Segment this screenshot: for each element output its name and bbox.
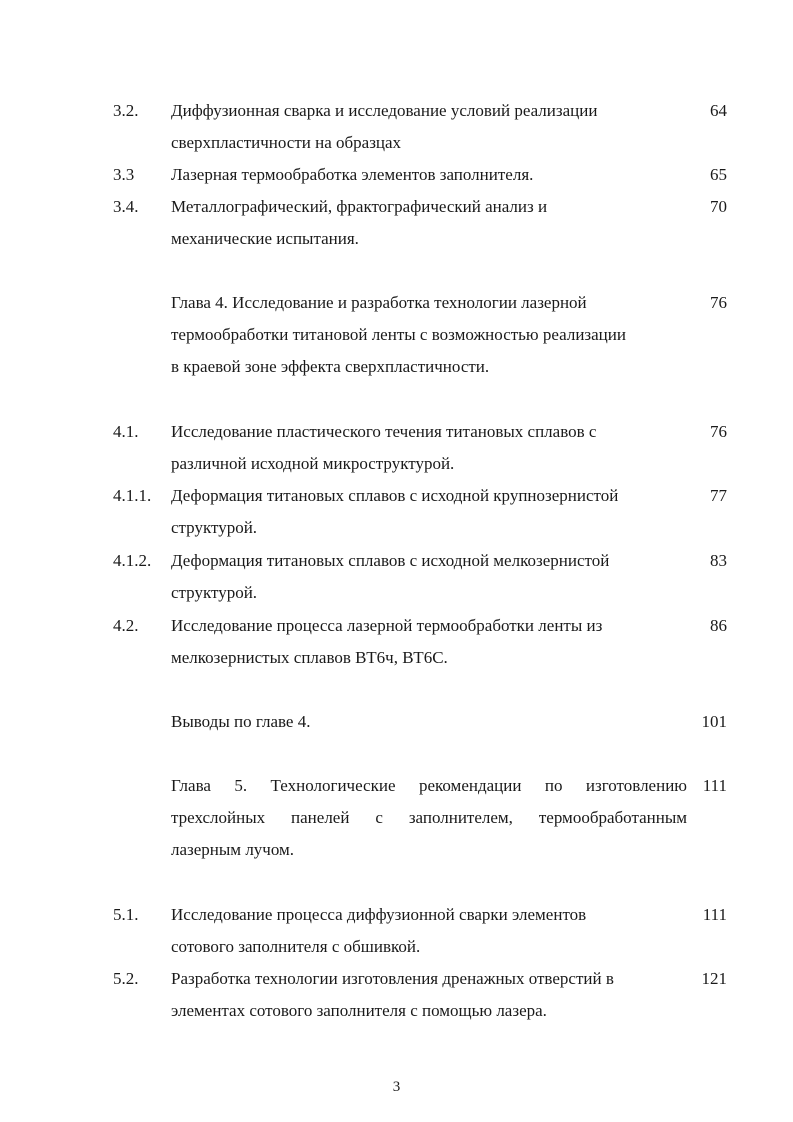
- title-line: Металлографический, фрактографический анализ и: [171, 197, 548, 216]
- page-ref: 121: [701, 969, 727, 988]
- title-line: термообработки титановой ленты с возможностью реализации: [171, 325, 626, 344]
- section-number: 4.2.: [113, 616, 139, 635]
- title-line: мелкозернистых сплавов ВТ6ч, ВТ6С.: [171, 648, 448, 667]
- page-number: 3: [392, 1079, 401, 1095]
- page-ref: 83: [710, 551, 727, 570]
- title-line: Лазерная термообработка элементов заполнителя.: [171, 165, 534, 184]
- section-title: [171, 159, 687, 191]
- title-line: механические испытания.: [171, 229, 359, 248]
- title-line: Выводы по главе 4.: [171, 712, 311, 731]
- title-line: Разработка технологии изготовления дренажных отверстий в: [171, 969, 614, 988]
- section-number: 5.2.: [113, 969, 139, 988]
- section-title: [171, 899, 687, 963]
- conclusions-title: [171, 706, 687, 738]
- title-line: лазерным лучом.: [171, 840, 295, 859]
- section-number: 3.2.: [113, 101, 139, 120]
- section-number: 5.1.: [113, 905, 139, 924]
- page-ref: 65: [710, 165, 727, 184]
- page-ref: 70: [710, 197, 727, 216]
- title-line: Исследование пластического течения титановых сплавов с: [171, 422, 597, 441]
- page-ref: 64: [710, 101, 727, 120]
- title-line: Глава 4. Исследование и разработка технологии лазерной: [171, 293, 587, 312]
- section-title: [171, 610, 687, 674]
- title-line: Деформация титановых сплавов с исходной мелкозернистой: [171, 551, 610, 570]
- title-line: Диффузионная сварка и исследование условий реализации: [171, 101, 598, 120]
- title-line: Исследование процесса диффузионной сварки элементов: [171, 905, 587, 924]
- page-ref: 111: [702, 905, 727, 924]
- section-title: [171, 480, 687, 544]
- chapter-title: [171, 770, 687, 866]
- page-ref: 111: [702, 776, 727, 795]
- title-line: структурой.: [171, 583, 258, 602]
- title-line: трехслойных панелей с заполнителем, термообработанным: [171, 808, 687, 827]
- section-number: 4.1.1.: [113, 486, 152, 505]
- title-line: в краевой зоне эффекта сверхпластичности.: [171, 357, 490, 376]
- page-ref: 77: [710, 486, 727, 505]
- title-line: Исследование процесса лазерной термообработки ленты из: [171, 616, 603, 635]
- section-number: 4.1.: [113, 422, 139, 441]
- title-line: Глава 5. Технологические рекомендации по изготовлению: [171, 776, 687, 795]
- section-number: 3.4.: [113, 197, 139, 216]
- section-number: 3.3: [113, 165, 135, 184]
- page-ref: 76: [710, 293, 727, 312]
- section-title: [171, 191, 687, 255]
- title-line: сотового заполнителя с обшивкой.: [171, 937, 421, 956]
- title-line: сверхпластичности на образцах: [171, 133, 402, 152]
- title-line: структурой.: [171, 518, 258, 537]
- section-number: 4.1.2.: [113, 551, 152, 570]
- title-line: элементах сотового заполнителя с помощью лазера.: [171, 1001, 547, 1020]
- section-title: [171, 545, 687, 609]
- page-ref: 76: [710, 422, 727, 441]
- section-title: [171, 95, 687, 159]
- section-title: [171, 416, 687, 480]
- title-line: различной исходной микроструктурой.: [171, 454, 455, 473]
- page-ref: 86: [710, 616, 727, 635]
- page-ref: 101: [701, 712, 727, 731]
- title-line: Деформация титановых сплавов с исходной крупнозернистой: [171, 486, 619, 505]
- chapter-title: [171, 287, 687, 383]
- section-title: [171, 963, 687, 1027]
